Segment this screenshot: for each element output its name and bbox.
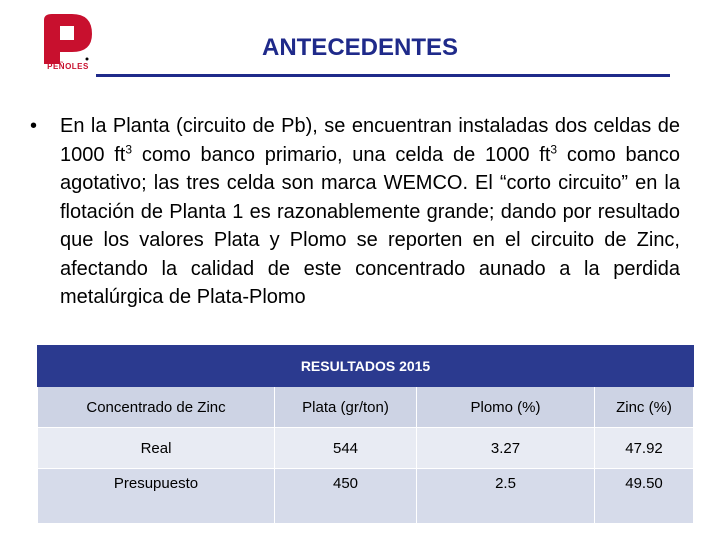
table-row [38,469,694,524]
bullet-icon: • [30,115,38,137]
bullet-text-part: como banco primario, una celda de 1000 ft [132,143,551,166]
table-row [38,428,694,469]
title-divider [96,74,670,77]
logo-text: PEÑOLES [47,62,89,71]
column-header: Plomo (%) [417,387,595,428]
table-title: RESULTADOS 2015 [38,346,694,387]
table-cell: 544 [275,428,417,469]
column-header: Zinc (%) [595,387,694,428]
bullet-text [60,112,680,312]
table-cell: 2.5 [417,469,595,524]
table-cell: 3.27 [417,428,595,469]
column-header: Concentrado de Zinc [38,387,275,428]
table-cell: 49.50 [595,469,694,524]
bullet-text-part: como banco agotativo; las tres celda son marca WEMCO. El “corto circuito” en la flotación de Planta 1 es razonablemente grande; dando por resultado que los valores Plata y Plomo se reporten en el circuito de Zinc, afectando la calidad de este concentrado aunado a la perdida metalúrgica de Plata-Plomo [60,143,680,308]
page-title: ANTECEDENTES [261,34,459,61]
results-table [37,345,694,524]
superscript: 3 [125,141,133,156]
table-cell: Presupuesto [38,469,275,524]
column-header: Plata (gr/ton) [275,387,417,428]
bullet-text-part: En la Planta (circuito de Pb), se encuentran instaladas dos celdas de 1000 ft [60,115,680,166]
table-cell: 47.92 [595,428,694,469]
table-cell: 450 [275,469,417,524]
table-cell: Real [38,428,275,469]
bullet-paragraph [30,112,680,312]
superscript: 3 [550,141,558,156]
table-header-row [38,387,694,428]
